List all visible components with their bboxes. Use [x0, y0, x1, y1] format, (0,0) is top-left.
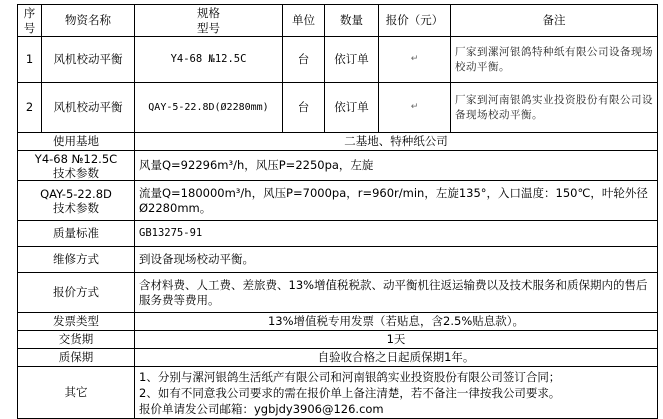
detail-row-param1	[18, 151, 658, 181]
row-price: ↵	[379, 83, 451, 133]
detail-value: 1天	[135, 331, 658, 349]
detail-row-delivery	[18, 331, 658, 349]
detail-value: 含材料费、人工费、差旅费、13%增值税税款、动平衡机往返运输费以及技术服务和质保期内的售后服务费等费用。	[135, 273, 658, 313]
detail-value: 流量Q=180000m³/h，风压P=7000pa，r=960r/min，左旋135°，入口温度：150℃，叶轮外径Ø2280mm。	[135, 181, 658, 221]
row-qty: 依订单	[325, 37, 379, 83]
row-seq: 1	[18, 37, 42, 83]
detail-row-param2	[18, 181, 658, 221]
detail-label: 维修方式	[18, 247, 135, 273]
row-name: 风机校动平衡	[42, 83, 135, 133]
row-spec: QAY-5-22.8D(Ø2280mm)	[135, 83, 283, 133]
detail-value: 二基地、特种纸公司	[135, 133, 658, 151]
header-qty: 数量	[325, 5, 379, 37]
detail-label: 交货期	[18, 331, 135, 349]
row-remark: 厂家到河南银鸽实业投资股份有限公司设备现场校动平衡。	[451, 83, 658, 133]
header-row	[18, 5, 658, 37]
row-seq: 2	[18, 83, 42, 133]
detail-label: 发票类型	[18, 313, 135, 331]
row-spec: Y4-68 №12.5C	[135, 37, 283, 83]
detail-row-standard	[18, 221, 658, 247]
detail-value: 风量Q=92296m³/h，风压P=2250pa，左旋	[135, 151, 658, 181]
detail-row-pricing	[18, 273, 658, 313]
header-unit: 单位	[283, 5, 325, 37]
detail-label: Y4-68 №12.5C 技术参数	[18, 151, 135, 181]
row-name: 风机校动平衡	[42, 37, 135, 83]
header-price: 报价（元）	[379, 5, 451, 37]
header-name: 物资名称	[42, 5, 135, 37]
detail-value: 自验收合格之日起质保期1年。	[135, 349, 658, 367]
detail-row-invoice	[18, 313, 658, 331]
detail-label: 质量标准	[18, 221, 135, 247]
header-spec: 规格 型号	[135, 5, 283, 37]
item-row	[18, 83, 658, 133]
detail-row-method	[18, 247, 658, 273]
row-qty: 依订单	[325, 83, 379, 133]
header-remark: 备注	[451, 5, 658, 37]
quotation-table	[17, 4, 658, 419]
header-seq: 序 号	[18, 5, 42, 37]
detail-value: 13%增值税专用发票（若贴息，含2.5%贴息款）。	[135, 313, 658, 331]
detail-label: 其它	[18, 367, 135, 419]
detail-value: GB13275-91	[135, 221, 658, 247]
detail-row-base	[18, 133, 658, 151]
row-remark: 厂家到漯河银鸽特种纸有限公司设备现场校动平衡。	[451, 37, 658, 83]
row-price: ↵	[379, 37, 451, 83]
detail-row-warranty	[18, 349, 658, 367]
item-row	[18, 37, 658, 83]
detail-value: 到设备现场校动平衡。	[135, 247, 658, 273]
detail-label: QAY-5-22.8D 技术参数	[18, 181, 135, 221]
detail-label: 质保期	[18, 349, 135, 367]
detail-label: 使用基地	[18, 133, 135, 151]
row-unit: 台	[283, 37, 325, 83]
detail-row-other	[18, 367, 658, 419]
detail-label: 报价方式	[18, 273, 135, 313]
detail-value: 1、分别与漯河银鸽生活纸产有限公司和河南银鸽实业投资股份有限公司签订合同； 2、如有不同意我公司要求的需在报价单上备注清楚，若不备注一律按我公司要求。 报价单请发公司邮箱：ygbjdy3906@126.com	[135, 367, 658, 419]
row-unit: 台	[283, 83, 325, 133]
